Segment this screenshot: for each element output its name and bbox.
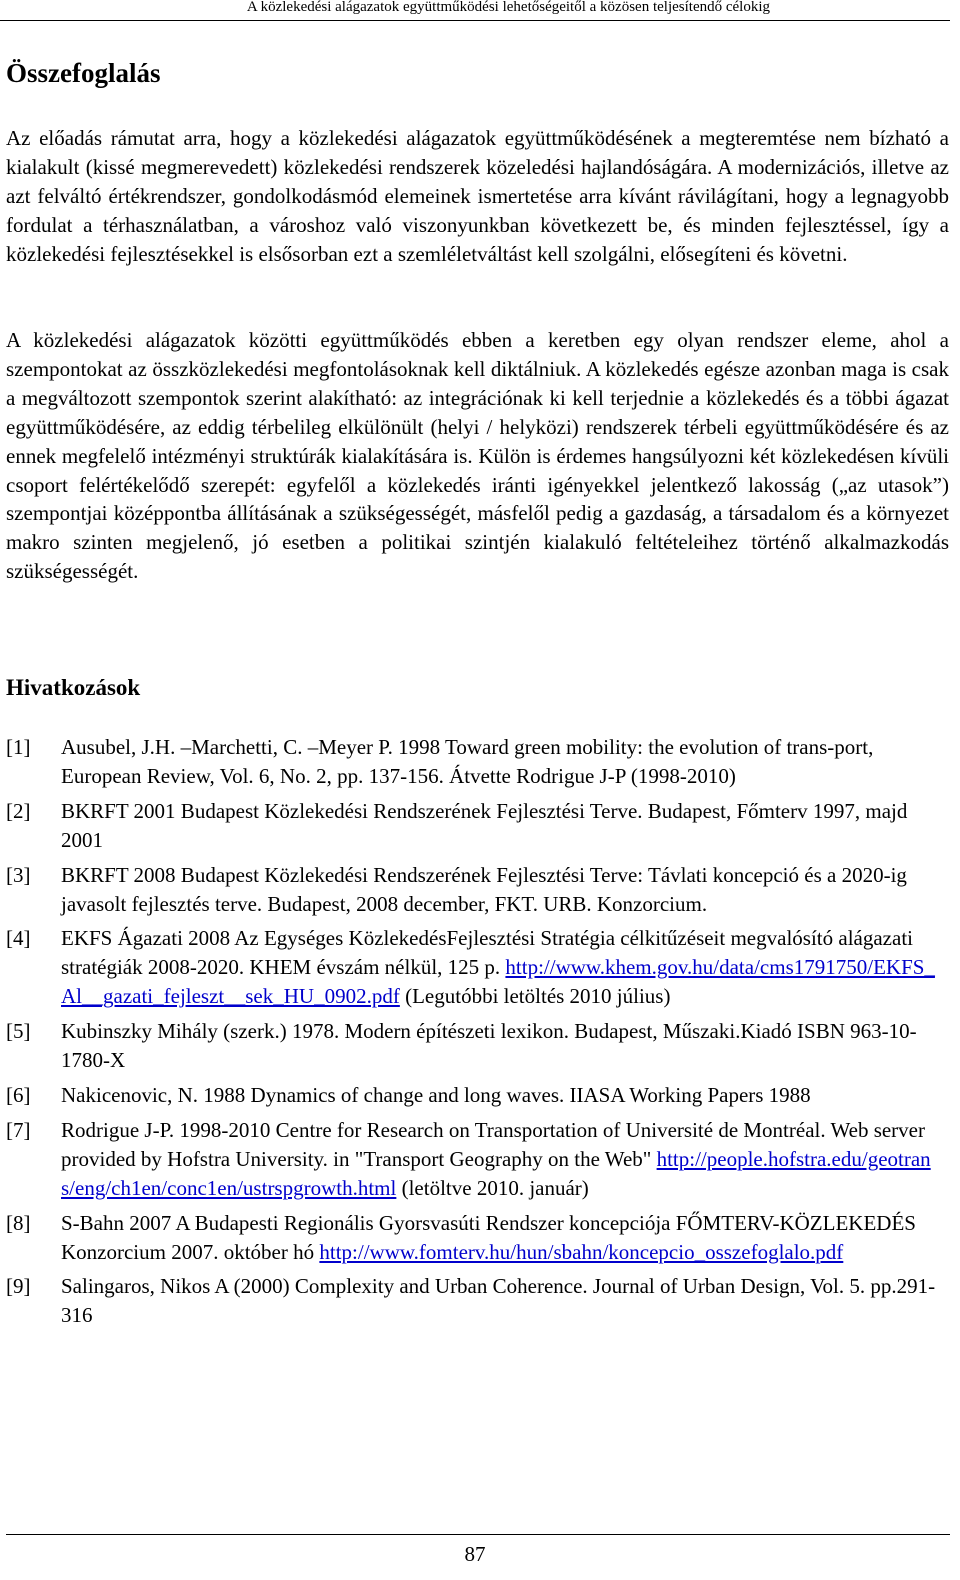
summary-title: Összefoglalás — [6, 58, 161, 88]
reference-item — [6, 861, 949, 919]
reference-number: [2] — [6, 798, 31, 823]
reference-citation: EKFS Ágazati 2008 Az Egységes KözlekedésFejlesztési Stratégia célkitűzéseit megvalósító alágazati stratégiák 2008-2020. KHEM évszám nélkül, 125 p. — [61, 926, 913, 980]
reference-number: [5] — [6, 1019, 31, 1044]
running-header — [0, 0, 950, 21]
reference-text — [61, 1081, 949, 1110]
reference-link[interactable]: http://people.hofstra.edu/geotrans/eng/ch1en/conc1en/ustrspgrowth.html — [61, 1146, 931, 1200]
reference-citation: BKRFT 2008 Budapest Közlekedési Rendszerének Fejlesztési Terve: Távlati koncepció és a 2020-ig javasolt fejlesztés terve. Budapest, 2008 december, FKT. URB. Konzorcium. — [61, 862, 907, 916]
reference-link[interactable]: http://www.fomterv.hu/hun/sbahn/koncepcio_osszefoglalo.pdf — [319, 1239, 844, 1264]
reference-item — [6, 1017, 949, 1075]
reference-item — [6, 1116, 949, 1203]
reference-number: [8] — [6, 1210, 31, 1235]
reference-note: (letöltve 2010. január) — [396, 1175, 589, 1200]
reference-text — [61, 861, 949, 919]
reference-note: (Legutóbbi letöltés 2010 július) — [399, 984, 671, 1009]
reference-number: [4] — [6, 926, 31, 951]
reference-item — [6, 1272, 949, 1330]
reference-text — [61, 924, 949, 1011]
reference-number: [6] — [6, 1082, 31, 1107]
reference-text — [61, 797, 949, 855]
reference-item — [6, 1209, 949, 1267]
reference-list — [6, 733, 949, 1336]
reference-citation: Nakicenovic, N. 1988 Dynamics of change and long waves. IIASA Working Papers 1988 — [61, 1082, 811, 1107]
reference-citation: BKRFT 2001 Budapest Közlekedési Rendszerének Fejlesztési Terve. Budapest, Főmterv 1997, majd 2001 — [61, 798, 908, 852]
reference-link[interactable]: http://www.khem.gov.hu/data/cms1791750/EKFS_Al__gazati_fejleszt__sek_HU_0902.pdf — [61, 955, 935, 1009]
reference-citation: Rodrigue J-P. 1998-2010 Centre for Research on Transportation of Université de Montréal. Web server provided by Hofstra University. in "Transport Geography on the Web" — [61, 1117, 925, 1171]
references-title: Hivatkozások — [6, 675, 141, 700]
reference-item — [6, 1081, 949, 1110]
reference-text — [61, 1017, 949, 1075]
reference-number: [1] — [6, 735, 31, 759]
page-number: 87 — [464, 1542, 486, 1566]
reference-item — [6, 733, 949, 791]
reference-item — [6, 797, 949, 855]
reference-citation: Salingaros, Nikos A (2000) Complexity and Urban Coherence. Journal of Urban Design, Vol. 5. pp.291-316 — [61, 1274, 936, 1328]
reference-citation: S-Bahn 2007 A Budapesti Regionális Gyorsvasúti Rendszer koncepciója FŐMTERV-KÖZLEKEDÉS Konzorcium 2007. október hó — [61, 1210, 916, 1264]
footer-divider — [6, 1534, 950, 1535]
reference-citation: Ausubel, J.H. –Marchetti, C. –Meyer P. 1998 Toward green mobility: the evolution of trans-port, European Review, Vol. 6, No. 2, pp. 137-156. Átvette Rodrigue J-P (1998-2010) — [61, 735, 874, 788]
summary-paragraph-1: Az előadás rámutat arra, hogy a közlekedési alágazatok együttműködésének a megteremtése nem bízható a kialakult (kissé megmerevedett) közlekedési rendszerek közeledési hajlandóságára. A modernizációs, illetve az azt felváltó értékrendszer, gondolkodásmód elemeinek ismertetése arra kívánt rávilágítani, hogy a legnagyobb fordulat a térhasználatban, a városhoz való viszonyunkban következett be, és minden fejlesztéssel, így a közlekedési fejlesztésekkel is elsősorban ezt a szemléletváltást kell szolgálni, elősegíteni és követni. — [6, 126, 949, 266]
summary-paragraph-2: A közlekedési alágazatok közötti együttműködés ebben a keretben egy olyan rendszer eleme, ahol a szempontokat az összközlekedési megfontolásoknak kell diktálniuk. A közlekedés egésze azonban maga is csak a megváltozott szempontok szerint alakítható: az integrációnak ki kell terjednie a közlekedés és a többi ágazat együttműködésére, az eddig térbelileg elkülönült (helyi / helyközi) rendszerek térbeli együttműködésére és az ennek megfelelő intézményi struktúrák kialakítására is. Külön is érdemes hangsúlyozni két közlekedésen kívüli csoport felértékelődő szerepét: egyfelől a közlekedés iránti igényekkel jelentkező lakosság („az utasok”) szempontjai középpontba állításának a szükségességét, másfelől pedig a gazdaság, a társadalom és a környezet makro szinten megjelenő, jó esetben a politikai szintjén kialakuló feltételeihez történő alkalmazkodás szükségességét. — [6, 328, 949, 584]
reference-text — [61, 1209, 949, 1267]
reference-text — [61, 1272, 949, 1330]
reference-citation: Kubinszky Mihály (szerk.) 1978. Modern építészeti lexikon. Budapest, Műszaki.Kiadó ISBN 963-10-1780-X — [61, 1019, 917, 1073]
running-header-title: A közlekedési alágazatok együttműködési lehetőségeitől a közösen teljesítendő célokig — [246, 0, 770, 15]
reference-text — [61, 1116, 949, 1203]
reference-item — [6, 924, 949, 1011]
reference-number: [3] — [6, 862, 31, 887]
reference-text — [61, 733, 949, 791]
reference-number: [9] — [6, 1274, 31, 1299]
reference-number: [7] — [6, 1117, 31, 1142]
